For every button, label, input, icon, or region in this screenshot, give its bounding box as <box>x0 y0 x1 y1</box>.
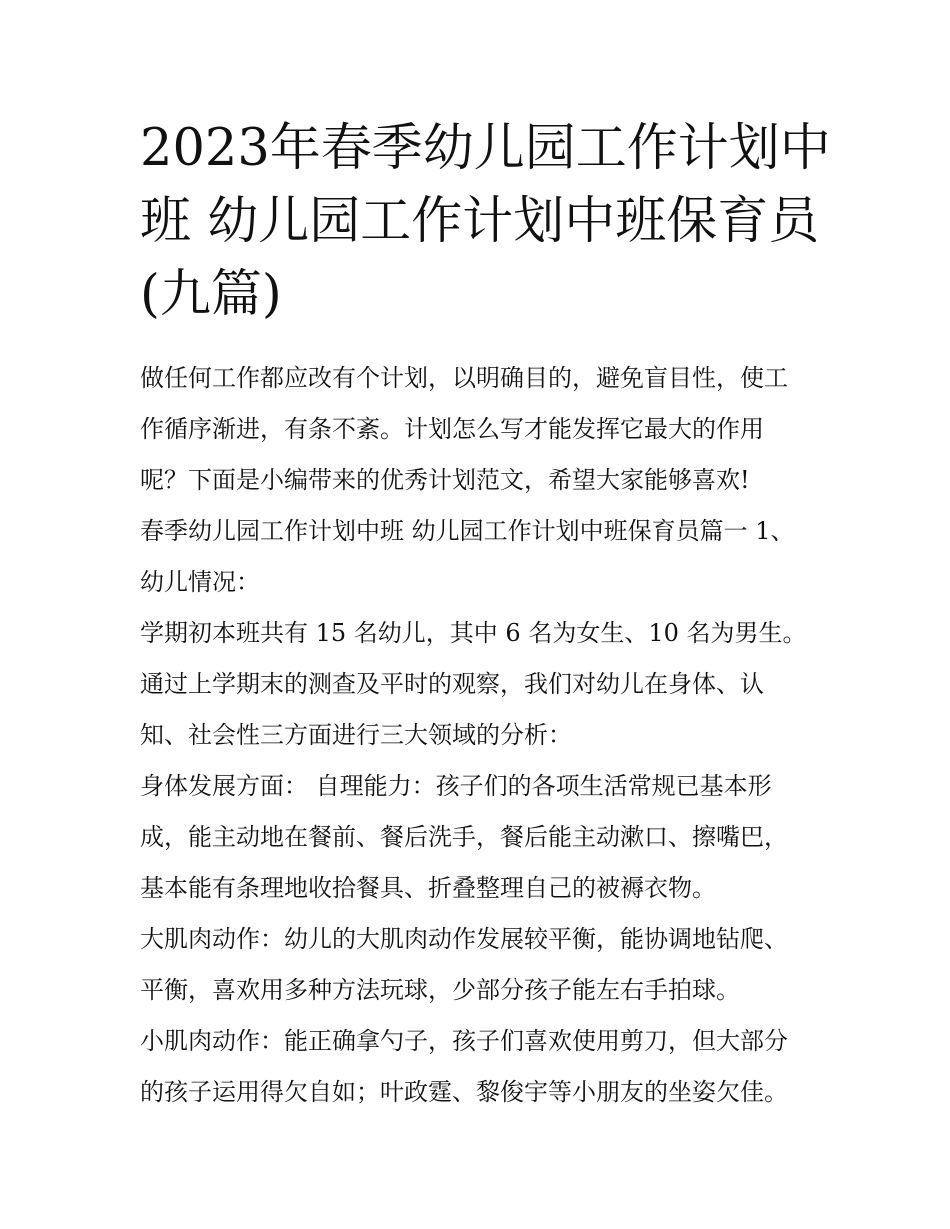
text-line: 学期初本班共有 15 名幼儿，其中 6 名为女生、10 名为男生。 <box>140 619 807 647</box>
text-line: 平衡，喜欢用多种方法玩球，少部分孩子能左右手拍球。 <box>140 976 740 1004</box>
text-line: 知、社会性三方面进行三大领域的分析： <box>140 721 572 749</box>
intro-paragraph <box>140 353 820 506</box>
text-line: 通过上学期末的测查及平时的观察，我们对幼儿在身体、认 <box>140 670 764 698</box>
title-line-1: 2023年春季幼儿园工作计划中 <box>140 119 831 178</box>
title-line-3: (九篇) <box>140 265 282 324</box>
text-line: 呢？下面是小编带来的优秀计划范文，希望大家能够喜欢! <box>140 466 750 494</box>
text-line: 身体发展方面： 自理能力：孩子们的各项生活常规已基本形 <box>140 772 772 800</box>
text-line: 基本能有条理地收拾餐具、折叠整理自己的被褥衣物。 <box>140 874 716 902</box>
text-line: 做任何工作都应改有个计划，以明确目的，避免盲目性，使工 <box>140 364 788 392</box>
title-line-2: 班 幼儿园工作计划中班保育员 <box>140 192 820 251</box>
gross-motor-paragraph <box>140 914 820 1016</box>
text-line: 幼儿情况： <box>140 568 260 596</box>
text-line: 春季幼儿园工作计划中班 幼儿园工作计划中班保育员篇一 1、 <box>140 517 795 545</box>
fine-motor-paragraph <box>140 1016 820 1118</box>
text-line: 作循序渐进，有条不紊。计划怎么写才能发挥它最大的作用 <box>140 415 764 443</box>
physical-development-paragraph <box>140 761 820 914</box>
document-body <box>140 353 820 1118</box>
text-line: 的孩子运用得欠自如；叶政霆、黎俊宇等小朋友的坐姿欠佳。 <box>140 1078 788 1106</box>
class-info-paragraph <box>140 608 820 761</box>
document-title <box>140 112 831 331</box>
text-line: 小肌肉动作：能正确拿勺子，孩子们喜欢使用剪刀，但大部分 <box>140 1027 788 1055</box>
text-line: 大肌肉动作：幼儿的大肌肉动作发展较平衡，能协调地钻爬、 <box>140 925 788 953</box>
text-line: 成，能主动地在餐前、餐后洗手，餐后能主动漱口、擦嘴巴， <box>140 823 788 851</box>
section-heading-paragraph <box>140 506 820 608</box>
